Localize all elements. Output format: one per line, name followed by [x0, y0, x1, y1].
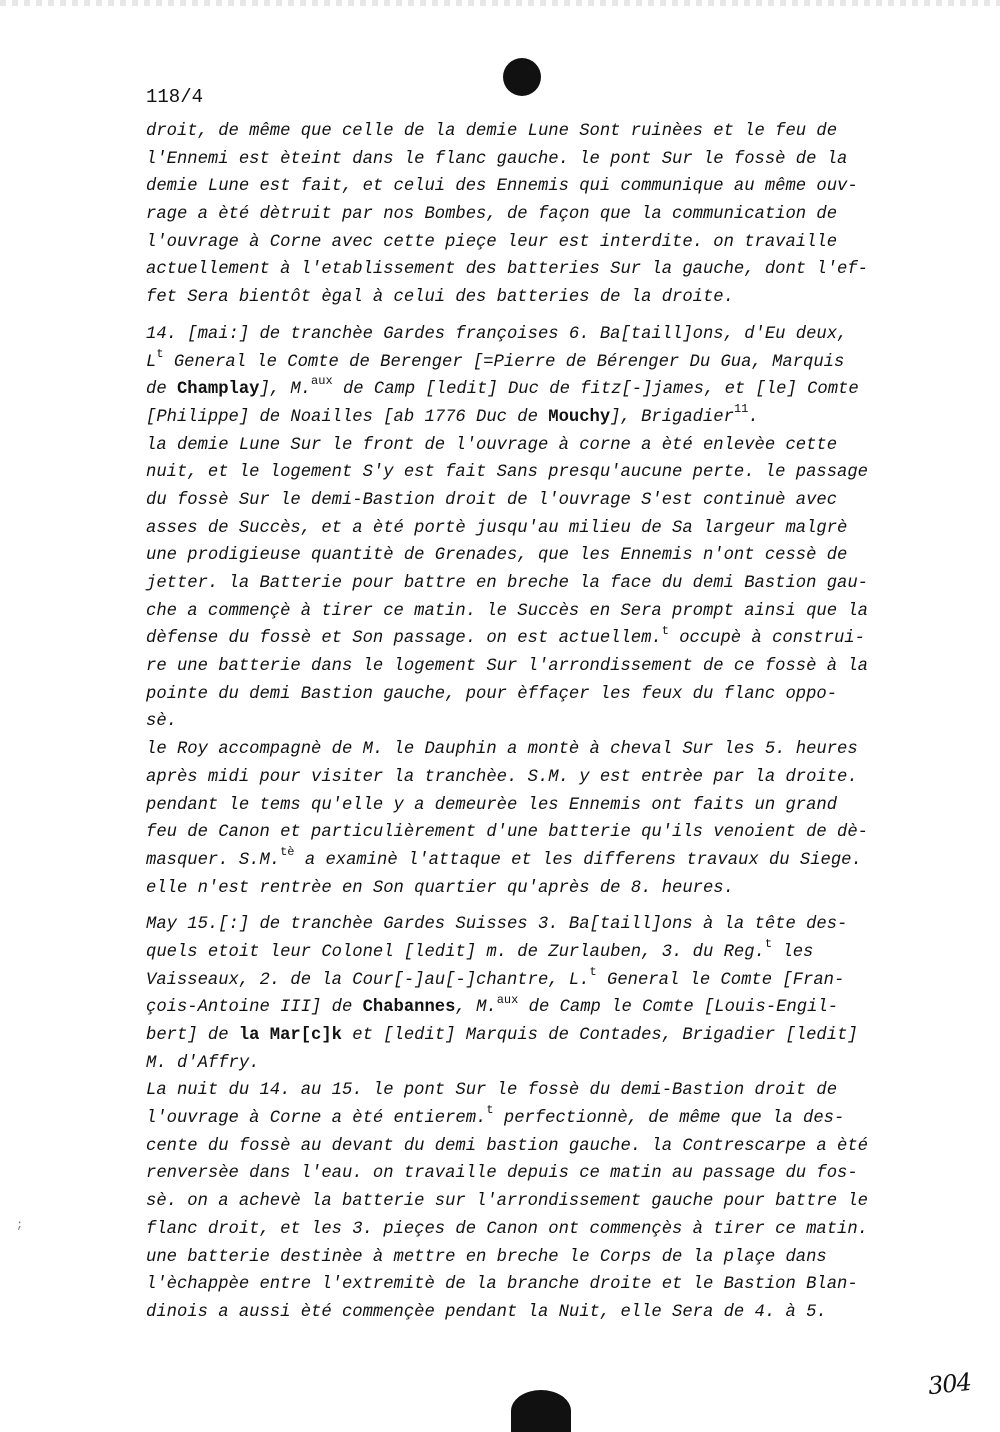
text-line [146, 1133, 906, 1161]
text-segment: feu de Canon et particulièrement d'une batterie qu'ils venoient de dè- [146, 823, 868, 843]
text-segment: rage a èté dètruit par nos Bombes, de façon que la communication de [146, 205, 838, 225]
text-segment: l'èchappèe entre l'extremitè de la branche droite et le Bastion Blan- [146, 1275, 858, 1295]
text-segment: la demie Lune Sur le front de l'ouvrage à corne a èté enlevèe cette [146, 435, 838, 455]
bold-name: Champlay [176, 380, 260, 400]
text-segment: occupè à construi- [668, 629, 865, 649]
text-segment: [Philippe] de Noailles [ab 1776 Duc de [146, 407, 549, 427]
text-segment: actuellement à l'etablissement des batteries Sur la gauche, dont l'ef- [146, 260, 868, 280]
text-line [146, 459, 906, 487]
text-segment: ], M. [259, 380, 312, 400]
superscript: t [764, 937, 773, 952]
page-number: 118/4 [146, 86, 204, 108]
text-line [146, 598, 906, 626]
body-text [146, 118, 906, 1327]
text-segment: après midi pour visiter la tranchèe. S.M. y est entrèe par la droite. [146, 767, 858, 787]
superscript: t [661, 623, 669, 638]
text-line [146, 346, 906, 377]
text-line [146, 1077, 906, 1105]
text-line [146, 1188, 906, 1216]
text-line [146, 515, 906, 543]
text-line [146, 432, 906, 460]
text-line [146, 284, 906, 312]
text-segment: , M. [455, 998, 497, 1018]
text-segment: çois-Antoine III] de [146, 998, 363, 1018]
paragraph-gap [146, 902, 906, 911]
text-segment: du fossè Sur le demi-Bastion droit de l'ouvrage S'est continuè avec [146, 490, 838, 510]
superscript: tè [280, 845, 295, 860]
text-line [146, 542, 906, 570]
text-segment: de Camp [ledit] Duc de fitz[-]james, et [le] Comte [332, 380, 859, 400]
text-segment: le Roy accompagnè de M. le Dauphin a montè à cheval Sur les 5. heures [146, 740, 858, 760]
text-segment: General le Comte [Fran- [596, 970, 845, 990]
text-line [146, 911, 906, 939]
text-line [146, 1216, 906, 1244]
text-segment: perfectionnè, de même que la des- [493, 1109, 845, 1129]
text-line [146, 321, 906, 349]
scan-edge [0, 0, 1000, 6]
text-line [146, 570, 906, 598]
text-line [146, 736, 906, 764]
superscript: t [486, 1103, 494, 1118]
text-line [146, 875, 906, 903]
text-line [146, 819, 906, 847]
superscript: 11 [733, 402, 749, 417]
text-line [146, 847, 906, 875]
text-line [146, 792, 906, 820]
text-line [146, 487, 906, 515]
text-segment: une batterie destinèe à mettre en breche le Corps de la plaçe dans [146, 1247, 827, 1267]
text-segment: re une batterie dans le logement Sur l'arrondissement de ce fossè à la [146, 657, 868, 677]
text-segment: droit, de même que celle de la demie Lune Sont ruinèes et le feu de [146, 122, 838, 141]
text-segment: che a commençè à tirer ce matin. le Succès en Sera prompt ainsi que la [146, 601, 868, 621]
text-segment: . [748, 407, 759, 427]
margin-mark: ; [16, 1218, 24, 1232]
text-segment: de [146, 380, 177, 400]
superscript: aux [311, 374, 333, 389]
text-line [146, 173, 906, 201]
text-segment: dinois a aussi èté commençèe pendant la Nuit, elle Sera de 4. à 5. [146, 1302, 827, 1322]
text-segment: l'Ennemi est èteint dans le flanc gauche. le pont Sur le fossè de la [146, 149, 848, 169]
text-segment: quels etoit leur Colonel [ledit] m. de Zurlauben, 3. du Reg. [146, 942, 765, 962]
text-segment: May 15.[:] de tranchèe Gardes Suisses 3. Ba[taill]ons à la tête des- [146, 915, 848, 935]
text-line [146, 939, 906, 967]
text-segment: masquer. S.M. [146, 850, 281, 870]
text-line [146, 1244, 906, 1272]
bold-name: Mouchy [548, 407, 611, 427]
text-segment: renversèe dans l'eau. on travaille depuis ce matin au passage du fos- [146, 1164, 858, 1184]
text-segment: jetter. la Batterie pour battre en breche la face du demi Bastion gau- [146, 574, 868, 593]
text-segment: pointe du demi Bastion gauche, pour èffaçer les feux du flanc oppo- [146, 684, 838, 704]
text-segment: L [146, 352, 157, 372]
text-segment: bert] de [146, 1026, 239, 1045]
text-line [146, 1160, 906, 1188]
bold-name: la Mar[c]k [238, 1026, 342, 1045]
text-segment: La nuit du 14. au 15. le pont Sur le fossè du demi-Bastion droit de [146, 1081, 838, 1101]
text-segment: sè. on a achevè la batterie sur l'arrondissement gauche pour battre le [146, 1192, 868, 1212]
superscript: t [156, 346, 164, 361]
text-line [146, 1050, 906, 1078]
text-segment: General le Comte de Berenger [=Pierre de Bérenger Du Gua, Marquis [163, 352, 845, 372]
text-segment: pendant le tems qu'elle y a demeurèe les Ennemis ont faits un grand [146, 795, 838, 815]
text-segment: de Camp le Comte [Louis-Engil- [518, 998, 839, 1018]
text-line [146, 964, 906, 995]
text-line [146, 376, 906, 404]
text-line [146, 708, 906, 736]
bold-name: Chabannes [362, 998, 456, 1018]
text-line [146, 1299, 906, 1327]
punch-hole-bottom [511, 1390, 571, 1432]
text-segment: flanc droit, et les 3. pieçes de Canon ont commençès à tirer ce matin. [146, 1219, 868, 1239]
text-segment: 14. [mai:] de tranchèe Gardes françoises 6. Ba[taill]ons, d'Eu deux, [146, 324, 848, 344]
folio-number: 304 [926, 1367, 973, 1401]
text-line [146, 1105, 906, 1133]
text-segment: demie Lune est fait, et celui des Ennemis qui communique au même ouv- [146, 177, 858, 197]
text-line [146, 653, 906, 681]
text-segment: M. d'Affry. [146, 1053, 260, 1073]
text-segment: cente du fossè au devant du demi bastion gauche. la Contrescarpe a èté [146, 1136, 868, 1156]
text-line [146, 764, 906, 792]
superscript: t [589, 964, 597, 979]
text-line [146, 256, 906, 284]
text-segment: l'ouvrage à Corne a èté entierem. [146, 1109, 487, 1129]
text-line [146, 625, 906, 653]
text-segment: elle n'est rentrèe en Son quartier qu'après de 8. heures. [146, 878, 734, 898]
text-segment: fet Sera bientôt ègal à celui des batteries de la droite. [146, 288, 734, 308]
text-line [146, 229, 906, 257]
text-line [146, 146, 906, 174]
text-segment: Vaisseaux, 2. de la Cour[-]au[-]chantre, L. [146, 970, 590, 990]
text-line [146, 118, 906, 146]
punch-hole-top [503, 58, 541, 96]
text-line [146, 1271, 906, 1299]
text-segment: asses de Succès, et a èté portè jusqu'au milieu de Sa largeur malgrè [146, 518, 848, 538]
text-line [146, 404, 906, 432]
text-line [146, 201, 906, 229]
text-line [146, 994, 906, 1022]
text-segment: et [ledit] Marquis de Contades, Brigadier [ledit] [341, 1026, 858, 1045]
text-segment: les [772, 942, 814, 962]
text-segment: a examinè l'attaque et les differens travaux du Siege. [294, 850, 862, 870]
text-segment: ], Brigadier [610, 407, 734, 427]
text-line [146, 1022, 906, 1050]
superscript: aux [496, 992, 519, 1007]
text-line [146, 681, 906, 709]
paragraph-gap [146, 312, 906, 321]
text-segment: une prodigieuse quantitè de Grenades, que les Ennemis n'ont cessè de [146, 546, 848, 566]
text-segment: dèfense du fossè et Son passage. on est actuellem. [146, 629, 662, 649]
text-segment: nuit, et le logement S'y est fait Sans presqu'aucune perte. le passage [146, 463, 868, 483]
text-segment: l'ouvrage à Corne avec cette pieçe leur est interdite. on travaille [146, 232, 838, 252]
text-segment: sè. [146, 712, 177, 732]
